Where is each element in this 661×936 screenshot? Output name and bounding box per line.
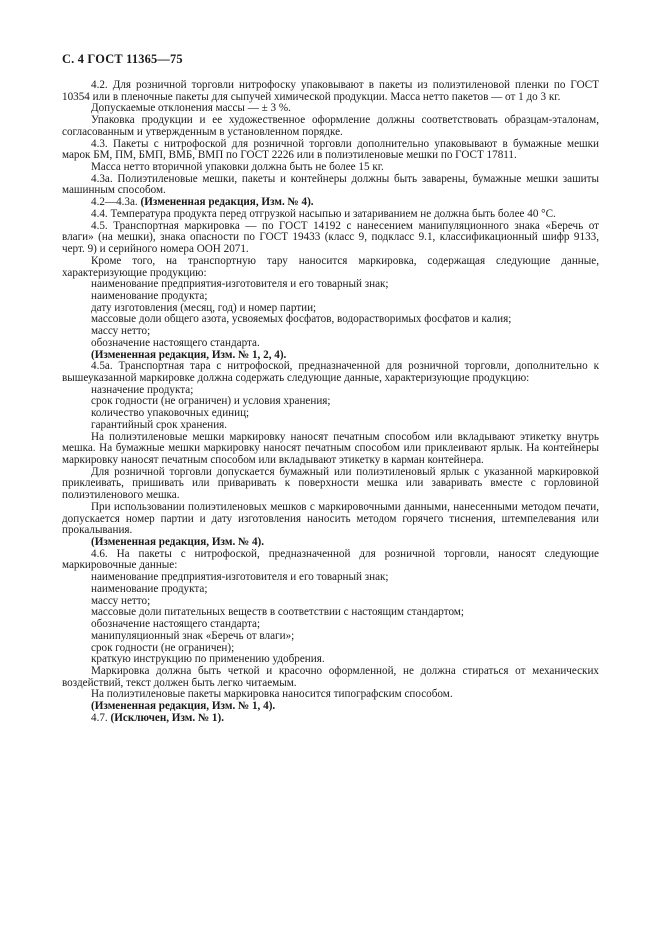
- paragraph: Маркировка должна быть четкой и красочно оформленной, не должна стираться от механических воздействий, текст должен быть легко читаемым.: [62, 664, 599, 689]
- paragraph: 4.5. Транспортная маркировка — по ГОСТ 14192 с нанесением манипуляционного знака «Беречь от влаги» (на мешки), знака опасности по ГОСТ 19433 (класс 9, подкласс 9.1, классификационный шифр 9133, черт. 9) и серийного номера ООН 2071.: [62, 219, 599, 256]
- clause-ref: 4.2—4.3а.: [91, 196, 138, 209]
- page-header: С. 4 ГОСТ 11365—75: [62, 52, 183, 66]
- paragraph: 4.5а. Транспортная тара с нитрофоской, предназначенной для розничной торговли, дополнительно к вышеуказанной маркировке должна содержать следующие данные, характеризующие продукцию:: [62, 360, 599, 384]
- paragraph: 4.2. Для розничной торговли нитрофоску упаковывают в пакеты из полиэтиленовой пленки по ГОСТ 10354 или в пленочные пакеты для сыпучей химической продукции. Масса нетто пакетов — от 1 до 3 кг.: [62, 79, 599, 103]
- amendment-note: (Измененная редакция, Изм. № 1, 4).: [91, 700, 276, 713]
- list-item: количество упаковочных единиц;: [91, 407, 250, 420]
- list-item: массовые доли общего азота, усвояемых фосфатов, водорастворимых фосфатов и калия;: [91, 313, 512, 326]
- list-item: массу нетто;: [91, 594, 151, 607]
- paragraph: Масса нетто вторичной упаковки должна быть не более 15 кг.: [91, 161, 384, 174]
- amendment-note: (Измененная редакция, Изм. № 4).: [91, 536, 265, 549]
- list-item: манипуляционный знак «Беречь от влаги»;: [91, 629, 295, 642]
- amendment-label: (Исключен, Изм. № 1).: [110, 711, 224, 724]
- amendment-note: [62, 713, 599, 725]
- paragraph: Упаковка продукции и ее художественное оформление должны соответствовать образцам-эталонам, согласованным и утвержденным в установленном порядке.: [62, 114, 599, 138]
- amendment-label: (Измененная редакция, Изм. № 4).: [140, 196, 314, 209]
- list-item: обозначение настоящего стандарта.: [91, 336, 260, 349]
- list-item: назначение продукта;: [91, 383, 194, 396]
- list-item: массу нетто;: [91, 325, 151, 338]
- list-item: наименование предприятия-изготовителя и его товарный знак;: [91, 571, 389, 584]
- list-item: наименование предприятия-изготовителя и его товарный знак;: [91, 278, 389, 291]
- list-item: гарантийный срок хранения.: [91, 418, 228, 431]
- list-item: дату изготовления (месяц, год) и номер партии;: [91, 301, 317, 314]
- paragraph: Для розничной торговли допускается бумажный или полиэтиленовый ярлык с указанной маркировкой приклеивать, пришивать или приваривать к поверхности мешка или заваривать вместе с горловиной полиэтиленового мешка.: [62, 465, 599, 502]
- paragraph: Допускаемые отклонения массы — ± 3 %.: [91, 102, 291, 115]
- paragraph: 4.3а. Полиэтиленовые мешки, пакеты и контейнеры должны быть заварены, бумажные мешки зашиты машинным способом.: [62, 172, 599, 197]
- paragraph: 4.6. На пакеты с нитрофоской, предназначенной для розничной торговли, наносят следующие маркировочные данные:: [62, 547, 599, 572]
- document-body: [62, 80, 599, 725]
- list-item: массовые доли питательных веществ в соответствии с настоящим стандартом;: [91, 606, 464, 619]
- list-item: срок годности (не ограничен);: [91, 641, 235, 654]
- clause-ref: 4.7.: [91, 711, 108, 724]
- paragraph: На полиэтиленовые пакеты маркировка наносится типографским способом.: [91, 688, 453, 701]
- paragraph: При использовании полиэтиленовых мешков с маркировочными данными, нанесенными методом печати, допускается номер партии и дату изготовления наносить методом горячего тиснения, штемпелевания или прокалывания.: [62, 500, 599, 537]
- list-item: краткую инструкцию по применению удобрения.: [91, 653, 325, 666]
- list-item: срок годности (не ограничен) и условия хранения;: [91, 395, 331, 408]
- amendment-note: (Измененная редакция, Изм. № 1, 2, 4).: [91, 348, 287, 361]
- paragraph: На полиэтиленовые мешки маркировку наносят печатным способом или вкладывают этикетку внутрь мешка. На бумажные мешки маркировку наносят печатным способом или приклеивают ярлык. На контейнеры маркировку наносят печатным способом или вкладывают этикетку в карман контейнера.: [62, 430, 599, 466]
- paragraph: 4.4. Температура продукта перед отгрузкой насыпью и затариванием не должна быть более 40 °С.: [91, 207, 556, 220]
- list-item: обозначение настоящего стандарта;: [91, 618, 261, 631]
- paragraph: 4.3. Пакеты с нитрофоской для розничной торговли дополнительно упаковывают в бумажные мешки марок БМ, ПМ, БМП, ВМБ, ВМП по ГОСТ 2226 или в полиэтиленовые мешки по ГОСТ 17811.: [62, 137, 599, 162]
- paragraph: Кроме того, на транспортную тару наносится маркировка, содержащая следующие данные, характеризующие продукцию:: [62, 254, 599, 279]
- list-item: наименование продукта;: [91, 582, 208, 595]
- list-item: наименование продукта;: [91, 289, 208, 302]
